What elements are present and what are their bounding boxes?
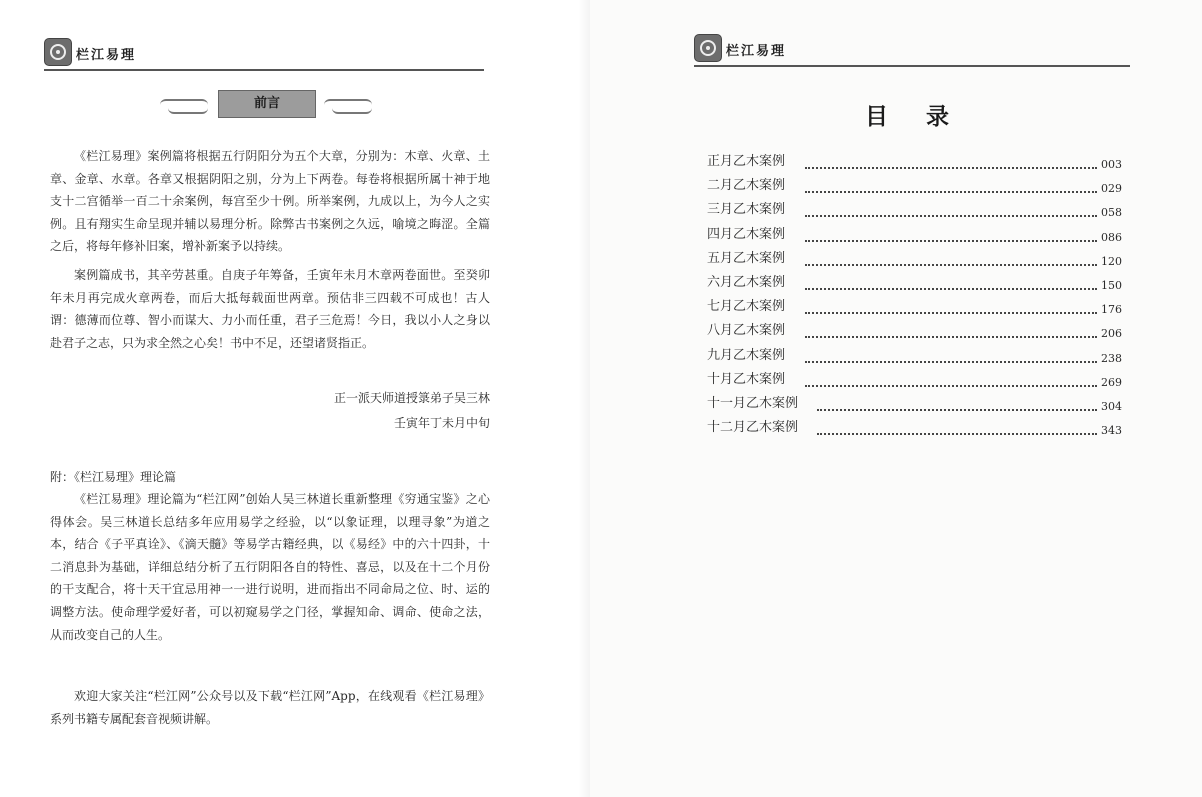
- toc-entry[interactable]: [707, 150, 1122, 174]
- toc-entry-label: 六月乙木案例: [707, 274, 786, 290]
- header-rule: [44, 69, 484, 71]
- toc-entry-label: 正月乙木案例: [707, 154, 786, 169]
- toc-entry[interactable]: [707, 223, 1122, 247]
- brand-title: 栏江易理: [76, 48, 137, 63]
- right-page-header: [694, 34, 1130, 64]
- toc-entry[interactable]: [707, 344, 1122, 368]
- toc-entry[interactable]: [707, 247, 1122, 271]
- table-of-contents: [707, 150, 1122, 440]
- toc-leader-dots: [805, 278, 1097, 290]
- toc-entry-label: 四月乙木案例: [707, 226, 786, 242]
- toc-entry-label: 七月乙木案例: [707, 299, 786, 315]
- toc-entry-label: 十月乙木案例: [707, 371, 786, 387]
- toc-leader-dots: [805, 302, 1097, 314]
- toc-leader-dots: [805, 230, 1097, 242]
- toc-entry-label: 十一月乙木案例: [707, 395, 799, 411]
- toc-entry-page: 238: [1101, 351, 1122, 365]
- toc-entry-page: 343: [1101, 424, 1122, 438]
- toc-entry[interactable]: [707, 416, 1122, 440]
- toc-entry-label: 二月乙木案例: [707, 178, 786, 194]
- toc-entry[interactable]: [707, 392, 1122, 416]
- signature-date: 壬寅年丁未月中旬: [393, 416, 490, 430]
- appendix-heading: 附：《栏江易理》理论篇: [50, 470, 177, 484]
- toc-entry[interactable]: [707, 319, 1122, 343]
- toc-entry-page: 029: [1101, 182, 1122, 196]
- toc-leader-dots: [805, 326, 1097, 338]
- toc-entry-label: 五月乙木案例: [707, 250, 786, 266]
- appendix-body: 《栏江易理》理论篇为“栏江网”创始人吴三林道长重新整理《穷通宝鉴》之心得体会。吴三林道长总结多年应用易学之经验，以“以象证理，以理寻象”为道之本，结合《子平真诠》、《滴天髓》等易学古籍经典，以《易经》中的六十四卦，十二消息卦为基础，详细总结分析了五行阴阳各自的特性、喜忌，以及在十二个月份的干支配合，将十天干宜忌用神一一进行说明，进而指出不同命局之位、时、运的调整方法。使命理学爱好者，可以初窥易学之门径，掌握知命、调命、使命之法，从而改变自己的人生。: [50, 492, 490, 642]
- left-page: [0, 0, 590, 797]
- toc-entry-label: 十二月乙木案例: [707, 420, 799, 436]
- toc-entry-page: 269: [1101, 375, 1122, 389]
- toc-leader-dots: [817, 399, 1097, 411]
- footer-note: 欢迎大家关注“栏江网”公众号以及下载“栏江网”App，在线观看《栏江易理》系列书籍专属配套音视频讲解。: [50, 689, 490, 726]
- brand-logo-icon: [694, 34, 722, 62]
- left-page-header: [44, 38, 484, 68]
- toc-entry-page: 058: [1101, 206, 1122, 220]
- preface-paragraph-2: 案例篇成书，其辛劳甚重。自庚子年筹备，壬寅年未月木章两卷面世。至癸卯年未月再完成火章两卷，而后大抵每载面世两章。预估非三四载不可成也！古人谓：德薄而位尊、智小而谋大、力小而任重，君子三危焉！今日，我以小人之身以赴君子之志，只为求全然之心矣！书中不足，还望诸贤指正。: [50, 268, 490, 350]
- toc-entry-page: 176: [1101, 303, 1122, 317]
- toc-entry-page: 120: [1101, 254, 1122, 268]
- toc-entry-label: 三月乙木案例: [707, 202, 786, 218]
- signature-author: 正一派天师道授箓弟子吴三林: [333, 391, 490, 405]
- cloud-ornament-right-icon: [324, 97, 374, 113]
- toc-entry-label: 九月乙木案例: [707, 347, 786, 363]
- toc-entry-page: 086: [1101, 230, 1122, 244]
- brand-logo-icon: [44, 38, 72, 66]
- toc-title: 目录: [865, 104, 987, 130]
- toc-entry-page: 003: [1101, 158, 1122, 171]
- toc-leader-dots: [805, 181, 1097, 193]
- toc-entry[interactable]: [707, 271, 1122, 295]
- section-title-banner: [160, 87, 370, 123]
- toc-entry[interactable]: [707, 174, 1122, 198]
- section-title: 前言: [218, 90, 316, 118]
- toc-entry-page: 206: [1101, 327, 1122, 341]
- toc-leader-dots: [805, 205, 1097, 217]
- toc-leader-dots: [817, 423, 1097, 435]
- toc-entry[interactable]: [707, 368, 1122, 392]
- preface-paragraph-1: 《栏江易理》案例篇将根据五行阴阳分为五个大章，分别为：木章、火章、土章、金章、水章。各章又根据阴阳之别，分为上下两卷。每卷将根据所属十神于地支十二宫循举一百二十余案例，每宫至少十例。所举案例，九成以上，为今人之实例。且有翔实生命呈现并辅以易理分析。除弊古书案例之久远，喻境之晦涩。全篇之后，将每年修补旧案，增补新案予以持续。: [50, 149, 490, 254]
- cloud-ornament-left-icon: [160, 97, 210, 113]
- brand-title: 栏江易理: [726, 44, 787, 59]
- toc-entry[interactable]: [707, 295, 1122, 319]
- toc-entry-label: 八月乙木案例: [707, 323, 786, 339]
- toc-leader-dots: [805, 157, 1097, 169]
- toc-entry-page: 150: [1101, 278, 1122, 292]
- toc-leader-dots: [805, 375, 1097, 387]
- header-rule: [694, 65, 1130, 67]
- toc-entry[interactable]: [707, 198, 1122, 222]
- toc-leader-dots: [805, 351, 1097, 363]
- toc-leader-dots: [805, 254, 1097, 266]
- toc-entry-page: 304: [1101, 399, 1122, 413]
